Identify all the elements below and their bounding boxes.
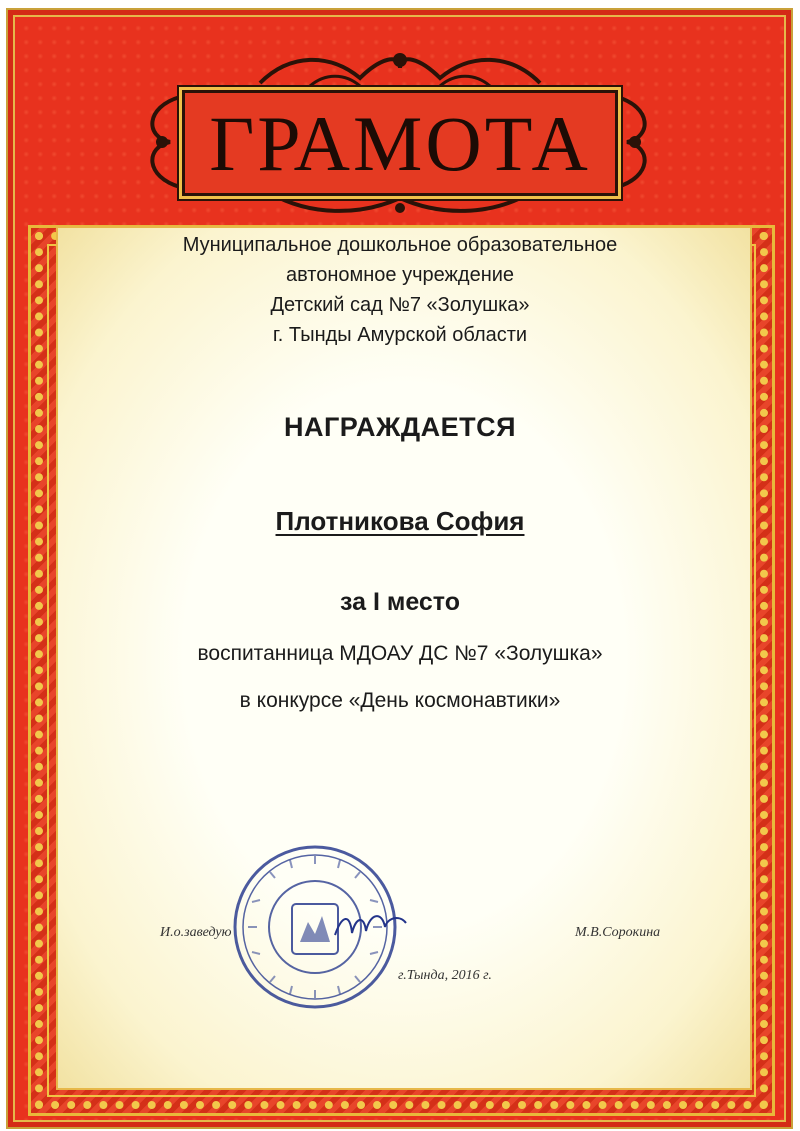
organization-line: Муниципальное дошкольное образовательное <box>182 234 618 256</box>
organization-line: г. Тынды Амурской области <box>272 324 528 346</box>
handwritten-signature <box>330 905 410 945</box>
description-line-2: в конкурсе «День космонавтики» <box>239 689 561 712</box>
top-flourish-ornament <box>250 48 550 93</box>
organization-line: Детский сад №7 «Золушка» <box>270 294 530 316</box>
description-line-1: воспитанница МДОАУ ДС №7 «Золушка» <box>197 642 603 665</box>
left-scroll-ornament <box>140 92 185 192</box>
organization-block <box>100 230 700 350</box>
right-scroll-ornament <box>612 92 657 192</box>
place-and-date: г.Тында, 2016 г. <box>398 968 492 983</box>
certificate-title: ГРАМОТА <box>209 100 591 187</box>
signer-name: М.В.Сорокина <box>575 925 661 940</box>
award-place: за I место <box>340 588 460 616</box>
signer-role: И.о.заведую <box>160 925 232 940</box>
title-plaque <box>182 90 618 196</box>
organization-line: автономное учреждение <box>285 264 515 286</box>
recipient-name <box>100 506 700 537</box>
award-heading: НАГРАЖДАЕТСЯ <box>284 412 516 442</box>
recipient-name-text: Плотникова София <box>275 506 525 536</box>
